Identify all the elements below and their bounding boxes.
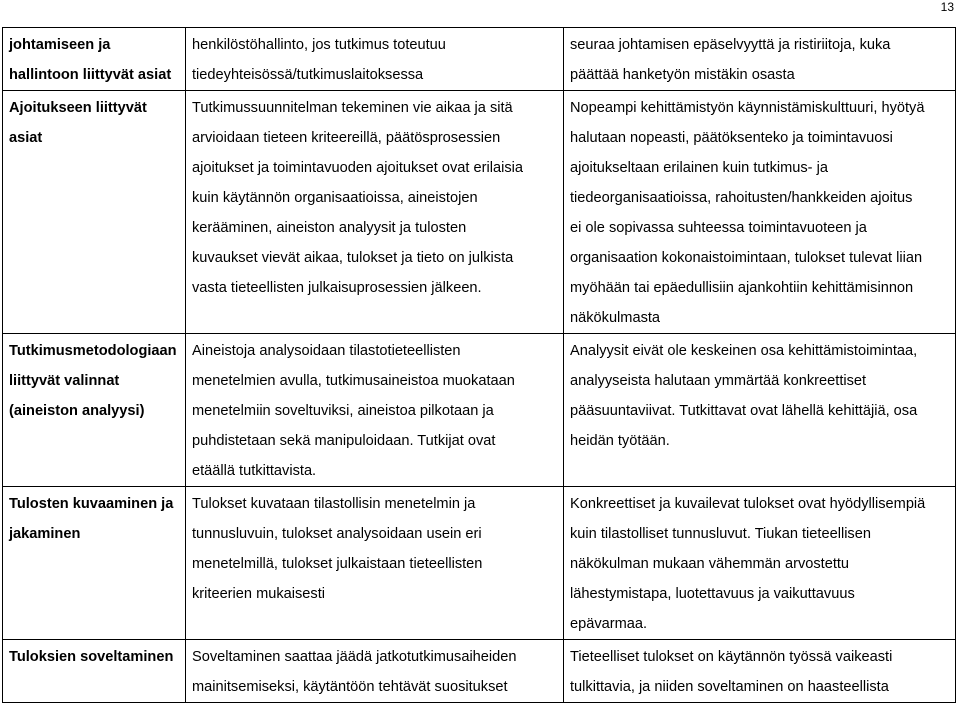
row-label-cell xyxy=(3,334,186,487)
text-line: heidän työtään. xyxy=(570,433,670,449)
text-line: menetelmiin soveltuviksi, aineistoa pilkotaan ja xyxy=(192,403,494,419)
row-label-cell xyxy=(3,91,186,334)
text-line: epävarmaa. xyxy=(570,616,648,632)
table-row xyxy=(3,334,956,487)
row-label-cell xyxy=(3,28,186,91)
row-label-line: (aineiston analyysi) xyxy=(9,403,145,419)
text-line: seuraa johtamisen epäselvyyttä ja ristiriitoja, kuka xyxy=(570,37,891,53)
text-line: tiedeorganisaatioissa, rahoitusten/hankkeiden ajoitus xyxy=(570,190,913,206)
row-label-cell xyxy=(3,487,186,640)
research-cell xyxy=(186,640,564,703)
text-line: ei ole sopivassa suhteessa toimintavuoteen ja xyxy=(570,220,867,236)
text-line: Soveltaminen saattaa jäädä jatkotutkimusaiheiden xyxy=(192,649,517,665)
row-label-line: johtamiseen ja xyxy=(9,37,111,53)
text-line: tunnusluvuin, tulokset analysoidaan usein eri xyxy=(192,526,482,542)
row-label-line: jakaminen xyxy=(9,526,81,542)
text-line: puhdistetaan sekä manipuloidaan. Tutkijat ovat xyxy=(192,433,496,449)
row-label-cell xyxy=(3,640,186,703)
research-cell xyxy=(186,487,564,640)
text-line: menetelmien avulla, tutkimusaineistoa muokataan xyxy=(192,373,515,389)
text-line: ajoitukseltaan erilainen kuin tutkimus- ja xyxy=(570,160,828,176)
row-label-line: Ajoitukseen liittyvät xyxy=(9,100,147,116)
development-cell xyxy=(564,334,956,487)
row-label-line: hallintoon liittyvät asiat xyxy=(9,67,172,83)
text-line: organisaation kokonaistoimintaan, tulokset tulevat liian xyxy=(570,250,923,266)
text-line: tulkittavia, ja niiden soveltaminen on haasteellista xyxy=(570,679,889,695)
text-line: Nopeampi kehittämistyön käynnistämiskulttuuri, hyötyä xyxy=(570,100,925,116)
row-label-line: asiat xyxy=(9,130,43,146)
text-line: Tulokset kuvataan tilastollisin menetelmin ja xyxy=(192,496,476,512)
row-label-line: Tuloksien soveltaminen xyxy=(9,649,174,665)
development-cell xyxy=(564,640,956,703)
row-label-line: liittyvät valinnat xyxy=(9,373,120,389)
research-cell xyxy=(186,334,564,487)
row-label-line: Tulosten kuvaaminen ja xyxy=(9,496,174,512)
text-line: kuin käytännön organisaatioissa, aineistojen xyxy=(192,190,478,206)
table-row xyxy=(3,640,956,703)
text-line: arvioidaan tieteen kriteereillä, päätösprosessien xyxy=(192,130,501,146)
text-line: analyyseista halutaan ymmärtää konkreettiset xyxy=(570,373,867,389)
development-cell xyxy=(564,487,956,640)
table-row xyxy=(3,487,956,640)
development-cell xyxy=(564,91,956,334)
text-line: mainitsemiseksi, käytäntöön tehtävät suositukset xyxy=(192,679,508,695)
text-line: kuvaukset vievät aikaa, tulokset ja tieto on julkista xyxy=(192,250,514,266)
text-line: menetelmillä, tulokset julkaistaan tieteellisten xyxy=(192,556,483,572)
text-line: ajoitukset ja toimintavuoden ajoitukset ovat erilaisia xyxy=(192,160,523,176)
text-line: halutaan nopeasti, päätöksenteko ja toimintavuosi xyxy=(570,130,893,146)
text-line: näkökulman mukaan vähemmän arvostettu xyxy=(570,556,850,572)
text-line: Analyysit eivät ole keskeinen osa kehittämistoimintaa, xyxy=(570,343,918,359)
text-line: kuin tilastolliset tunnusluvut. Tiukan tieteellisen xyxy=(570,526,871,542)
text-line: päättää hanketyön mistäkin osasta xyxy=(570,67,795,83)
text-line: näkökulmasta xyxy=(570,310,661,326)
text-line: kriteerien mukaisesti xyxy=(192,586,326,602)
text-line: etäällä tutkittavista. xyxy=(192,463,317,479)
text-line: vasta tieteellisten julkaisuprosessien jälkeen. xyxy=(192,280,482,296)
text-line: pääsuuntaviivat. Tutkittavat ovat lähellä kehittäjiä, osa xyxy=(570,403,918,419)
table-row xyxy=(3,28,956,91)
text-line: Konkreettiset ja kuvailevat tulokset ovat hyödyllisempiä xyxy=(570,496,926,512)
page-number: 13 xyxy=(940,0,954,14)
research-cell xyxy=(186,91,564,334)
text-line: henkilöstöhallinto, jos tutkimus toteutuu xyxy=(192,37,446,53)
text-line: myöhään tai epäedullisiin ajankohtiin kehittämisinnon xyxy=(570,280,914,296)
research-cell xyxy=(186,28,564,91)
text-line: kerääminen, aineiston analyysit ja tulosten xyxy=(192,220,467,236)
text-line: lähestymistapa, luotettavuus ja vaikuttavuus xyxy=(570,586,855,602)
table-row xyxy=(3,91,956,334)
text-line: Aineistoja analysoidaan tilastotieteellisten xyxy=(192,343,461,359)
text-line: Tutkimussuunnitelman tekeminen vie aikaa ja sitä xyxy=(192,100,513,116)
comparison-table xyxy=(2,27,956,703)
row-label-line: Tutkimusmetodologiaan xyxy=(9,343,177,359)
development-cell xyxy=(564,28,956,91)
text-line: Tieteelliset tulokset on käytännön työssä vaikeasti xyxy=(570,649,893,665)
text-line: tiedeyhteisössä/tutkimuslaitoksessa xyxy=(192,67,424,83)
